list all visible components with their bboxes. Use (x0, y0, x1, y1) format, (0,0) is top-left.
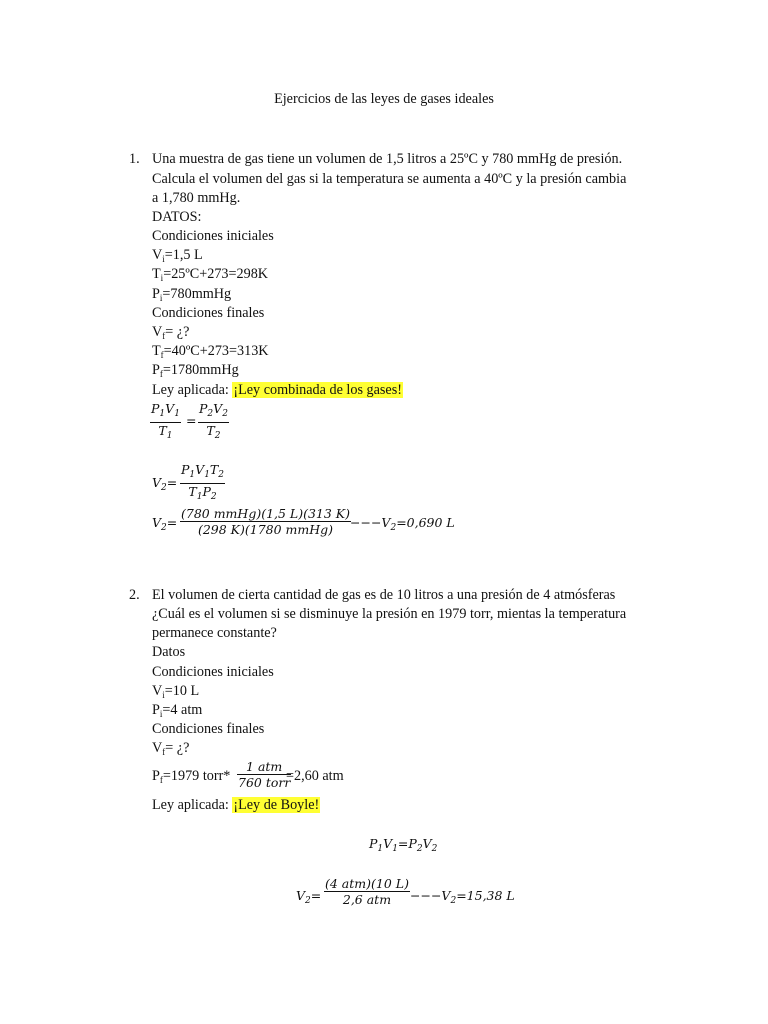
problem-1-statement-line-2: Calcula el volumen del gas si la temperatura se aumenta a 40ºC y la presión cambia (152, 171, 627, 187)
problem-2-statement-line-3: permanece constante? (152, 625, 277, 641)
problem-1-initial-label: Condiciones iniciales (152, 228, 274, 244)
problem-1-pf: $P_f=1780mmHg$ (152, 362, 239, 379)
document-title: Ejercicios de las leyes de gases ideales (274, 91, 494, 107)
fraction-atm-torr: 1 atm 760 torr (238, 759, 291, 790)
fraction-calculation-1: (780 mmHg)(1,5 L)(313 K) (298 K)(1780 mmHg) (181, 506, 351, 537)
pf-result: =2,60 atm (286, 768, 344, 784)
problem-2-vi: $V_i=10$ L (152, 683, 200, 700)
problem-1-statement-line-3: a 1,780 mmHg. (152, 190, 241, 206)
problem-2-law (152, 797, 320, 814)
problem-1-law (152, 382, 403, 399)
pf-prefix: $P_f=1979$ torr* (152, 768, 231, 785)
equals-sign: = (186, 413, 197, 428)
law-name-highlight: ¡Ley combinada de los gases! (233, 382, 402, 398)
v2-result: $---V_2=15,38$ L (410, 888, 515, 906)
boyle-law-equation: $P_1V_1=P_2V_2$ (369, 836, 438, 854)
problem-1-number: 1. (129, 151, 140, 167)
problem-1-tf: $T_f=40ºC+273=313K$ (152, 343, 269, 360)
problem-1-vf: $V_f=$ ¿? (152, 324, 190, 341)
v2-symbol: $V_2=$ (152, 475, 178, 493)
problem-2-pi: $P_i=4$ atm (152, 702, 203, 719)
problem-2-final-label: Condiciones finales (152, 721, 265, 737)
fraction-p2v2-t2: $P_2V_2$ $T_2$ (199, 401, 228, 441)
fraction-calculation-2: (4 atm)(10 L) 2,6 atm (325, 876, 409, 907)
problem-2-vf: $V_f=$ ¿? (152, 740, 190, 757)
law-name-highlight: ¡Ley de Boyle! (233, 797, 320, 813)
problem-1-ti: $T_i=25ºC+273=298K$ (152, 266, 269, 283)
problem-2-statement-line-2: ¿Cuál es el volumen si se disminuye la presión en 1979 torr, mientas la temperatura (152, 606, 627, 622)
v2-symbol: $V_2=$ (152, 515, 178, 533)
fraction-p1v1-t1: $P_1V_1$ $T_1$ (151, 401, 180, 441)
law-prefix: Ley aplicada: (152, 797, 233, 813)
problem-1-statement-line-1: Una muestra de gas tiene un volumen de 1,5 litros a 25ºC y 780 mmHg de presión. (152, 151, 623, 167)
problem-1-vi: $V_i=1,5$ L (152, 247, 203, 264)
v2-symbol: $V_2=$ (296, 888, 322, 906)
problem-1-pi: $P_i=780mmHg$ (152, 286, 232, 303)
problem-2-number: 2. (129, 587, 140, 603)
problem-2-datos-label: Datos (152, 644, 186, 660)
problem-2-initial-label: Condiciones iniciales (152, 664, 274, 680)
v2-result: $---V_2=0,690$ L (350, 515, 455, 533)
problem-1-datos-label: DATOS: (152, 209, 202, 225)
problem-1-final-label: Condiciones finales (152, 305, 265, 321)
fraction-p1v1t2-t1p2: $P_1V_1T_2$ $T_1P_2$ (181, 462, 224, 502)
problem-2-statement-line-1: El volumen de cierta cantidad de gas es de 10 litros a una presión de 4 atmósferas (152, 587, 616, 603)
law-prefix: Ley aplicada: (152, 382, 233, 398)
